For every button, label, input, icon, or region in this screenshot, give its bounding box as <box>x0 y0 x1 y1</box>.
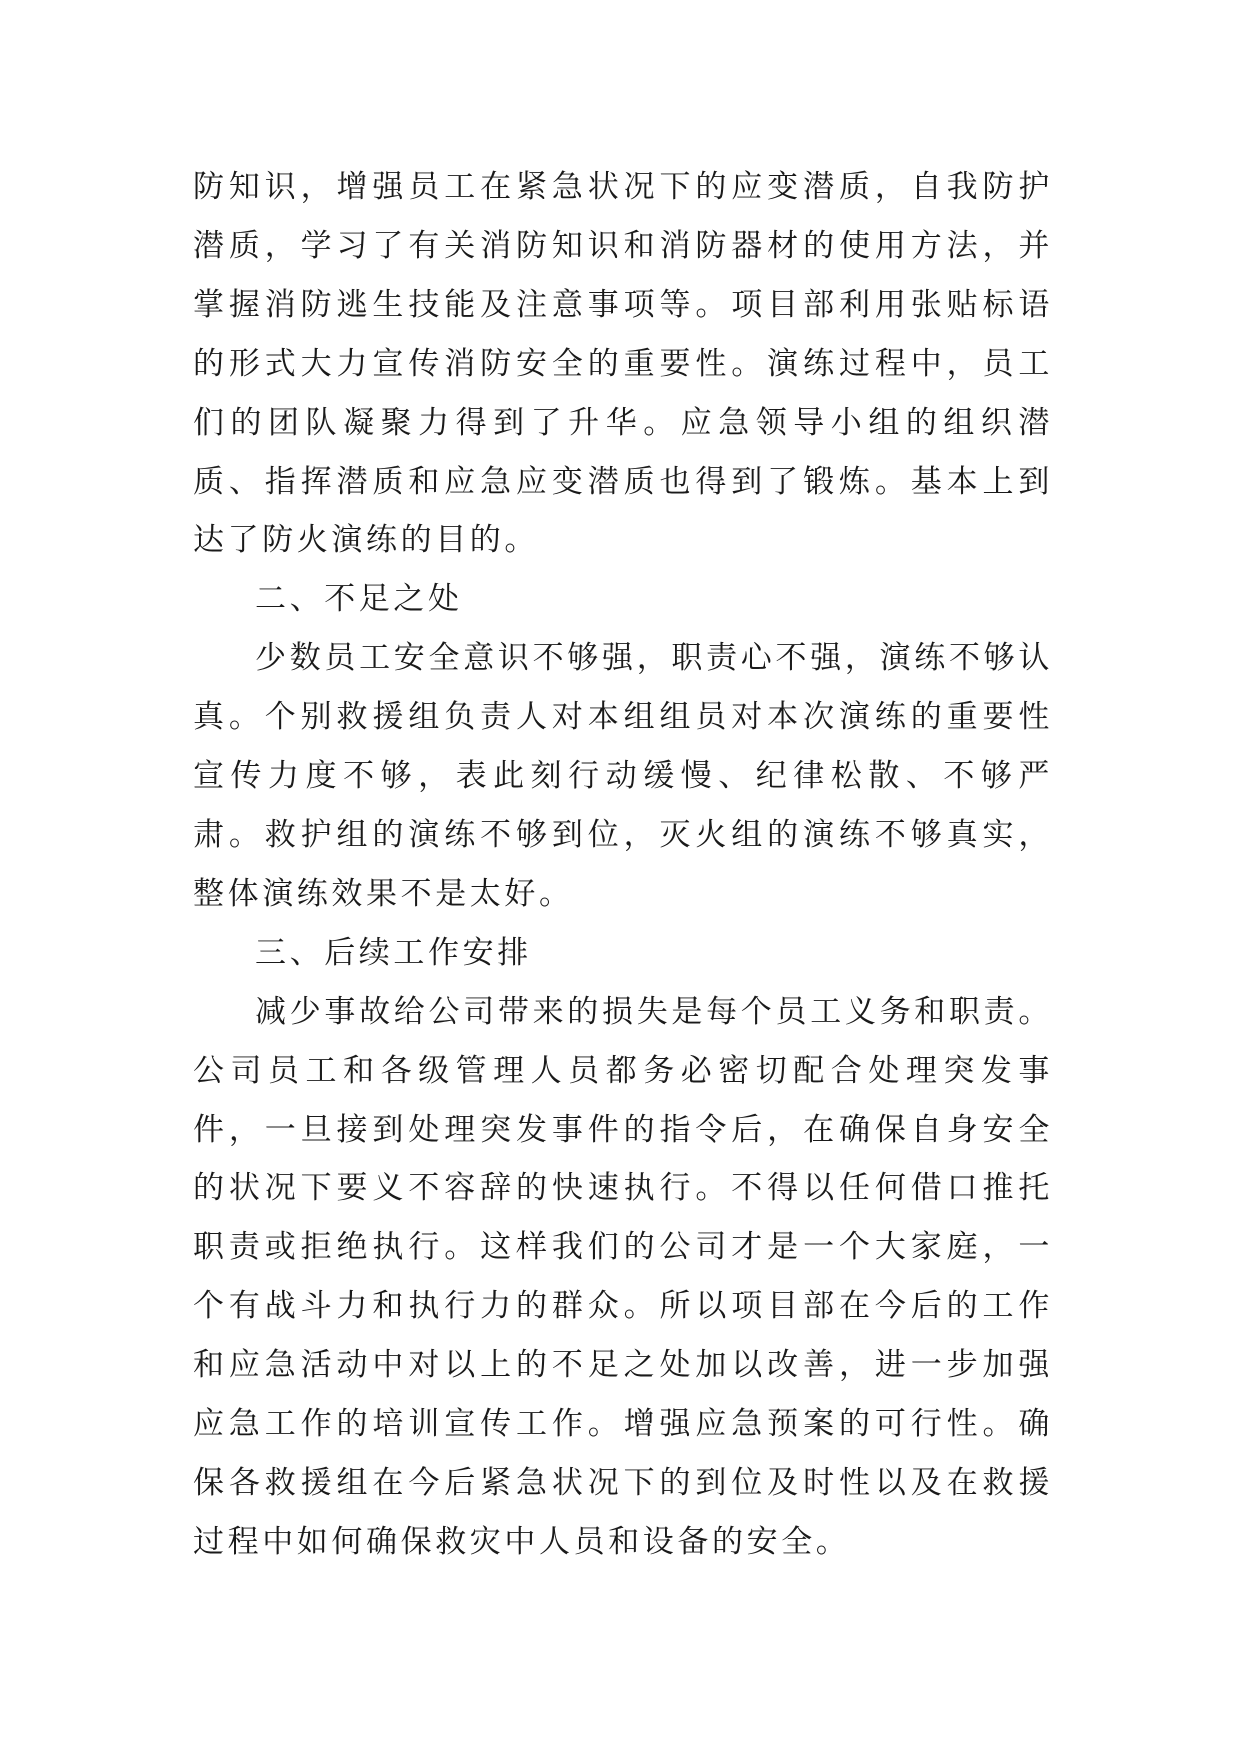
section-heading-shortcomings: 二、不足之处 <box>255 581 463 618</box>
paragraph-shortcomings: 少数员工安全意识不够强，职责心不强，演练不够认真。个别救援组负责人对本组组员对本次演练的重要性宣传力度不够，表此刻行动缓慢、纪律松散、不够严肃。救护组的演练不够到位，灭火组的演练不够真实，整体演练效果不是太好。 <box>193 640 1053 912</box>
document-body <box>193 158 1053 1572</box>
paragraph-fire-drill-results: 防知识，增强员工在紧急状况下的应变潜质，自我防护潜质，学习了有关消防知识和消防器材的使用方法，并掌握消防逃生技能及注意事项等。项目部利用张贴标语的形式大力宣传消防安全的重要性。演练过程中，员工们的团队凝聚力得到了升华。应急领导小组的组织潜质、指挥潜质和应急应变潜质也得到了锻炼。基本上到达了防火演练的目的。 <box>193 169 1053 559</box>
section-heading-follow-up: 三、后续工作安排 <box>255 934 532 971</box>
paragraph-follow-up: 减少事故给公司带来的损失是每个员工义务和职责。公司员工和各级管理人员都务必密切配合处理突发事件，一旦接到处理突发事件的指令后，在确保自身安全的状况下要义不容辞的快速执行。不得以任何借口推托职责或拒绝执行。这样我们的公司才是一个大家庭，一个有战斗力和执行力的群众。所以项目部在今后的工作和应急活动中对以上的不足之处加以改善，进一步加强应急工作的培训宣传工作。增强应急预案的可行性。确保各救援组在今后紧急状况下的到位及时性以及在救援过程中如何确保救灾中人员和设备的安全。 <box>193 993 1053 1560</box>
